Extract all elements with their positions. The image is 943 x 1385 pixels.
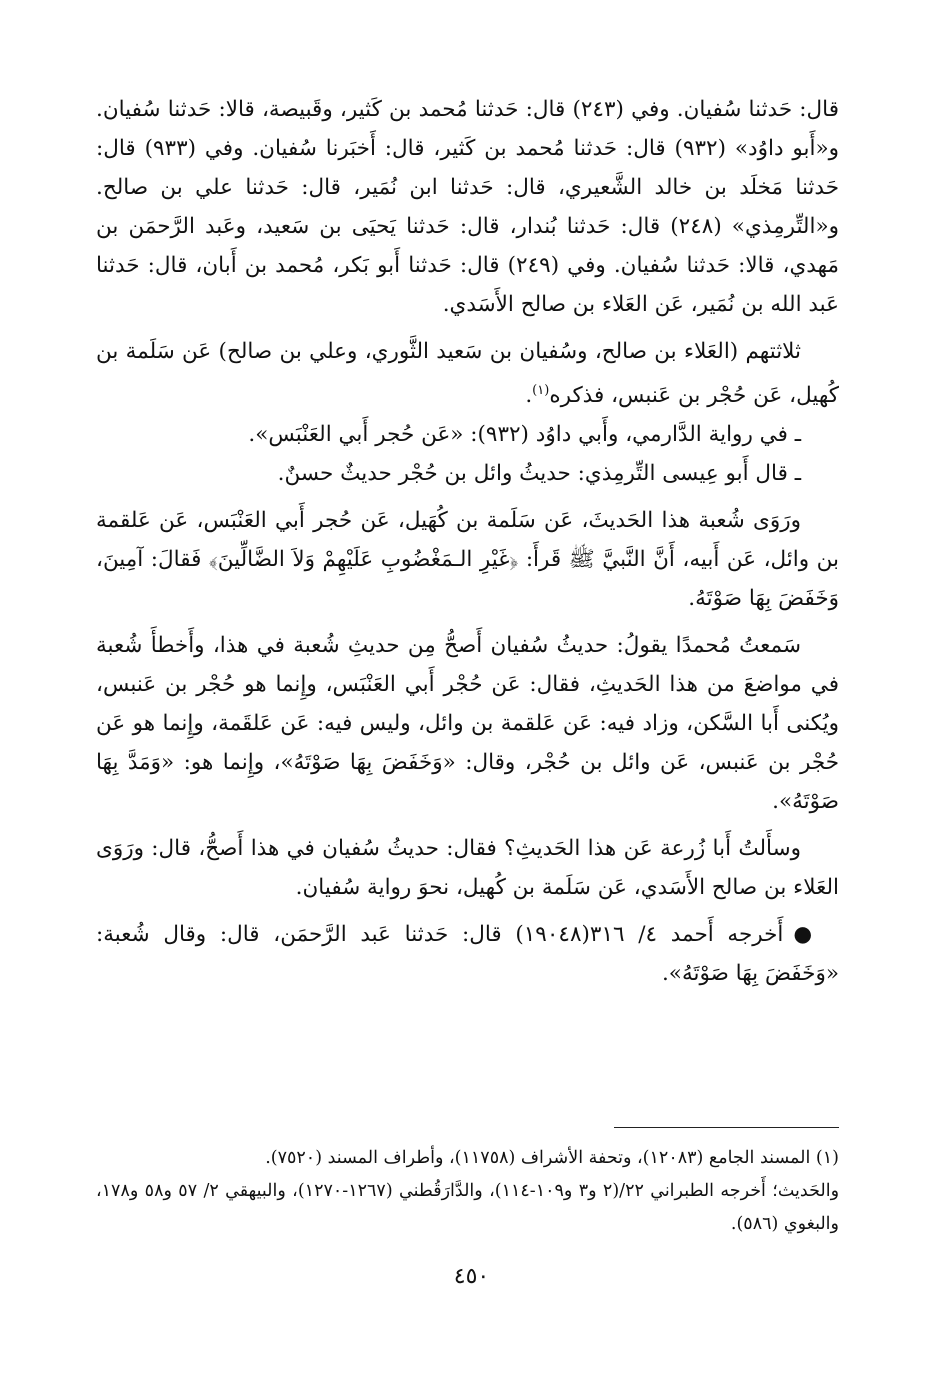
footnote-2: والحَديث؛ أَخرجه الطبراني ٢٢/(٢ و٣ و١٠٩-١١٤)، والدَّارَقُطني (١٢٦٧-١٢٧٠)، والبيهقي ٢/ ٥٧ و٥٨ و١٧٨، والبغوي (٥٨٦). [96, 1181, 840, 1234]
paragraph-isnad: قال: حَدثنا سُفيان. وفي (٢٤٣) قال: حَدثنا مُحمد بن كَثير، وقَبيصة، قالا: حَدثنا سُفيان. و«أَبو داوُد» (٩٣٢) قال: حَدثنا مُحمد بن كَثير، قال: أَخبَرنا سُفيان. وفي (٩٣٣) قال: حَدثنا مَخلَد بن خالد الشَّعيري، قال: حَدثنا ابن نُمَير، قال: حَدثنا علي بن صالح. و«التِّرمِذي» (٢٤٨) قال: حَدثنا بُندار، قال: حَدثنا يَحيَى بن سَعيد، وعَبد الرَّحمَن بن مَهدي، قالا: حَدثنا سُفيان. وفي (٢٤٩) قال: حَدثنا أَبو بَكر، مُحمد بن أَبان، قال: حَدثنا عَبد الله بن نُمَير، عَن العَلاء بن صالح الأَسَدي. [96, 97, 839, 317]
footnotes [96, 1142, 839, 1241]
footnote-1: (١) المسند الجامع (١٢٠٨٣)، وتحفة الأشراف (١١٧٥٨)، وأطراف المسند (٧٥٢٠). [265, 1148, 839, 1168]
paragraph-ahmad [96, 915, 839, 993]
paragraph-abu-zura: وسأَلتُ أَبا زُرعة عَن هذا الحَديثِ؟ فقال: حديثُ سُفيان في هذا أَصحُّ، قال: ورَوَى العَلاء بن صالح الأَسَدي، عَن سَلَمة بن كُهيل، نحوَ رواية سُفيان. [96, 836, 839, 901]
bullet-icon: ● [793, 922, 820, 948]
paragraph-summary [96, 332, 839, 415]
note-tirmidhi: ـ قال أَبو عِيسى التِّرمِذي: حديثُ وائل بن حُجْر حديثٌ حسنٌ. [277, 461, 801, 487]
main-text [96, 90, 839, 993]
note-darimi: ـ في رواية الدَّارمي، وأَبي داوُد (٩٣٢): «عَن حُجر أَبي العَنْبَس». [248, 422, 801, 448]
paragraph-muhammad: سَمعتُ مُحمدًا يقولُ: حديثُ سُفيان أَصحُّ مِن حديثِ شُعبة في هذا، وأَخطأَ شُعبة في مواضعَ من هذا الحَديثِ، فقال: عَن حُجْر أَبي العَنْبَس، وإِنما هو حُجْر بن عَنبس، ويُكنى أَبا السَّكن، وزاد فيه: عَن عَلقمة بن وائل، وليس فيه: عَن عَلقَمة، وإِنما هو عَن حُجْر بن عَنبس، عَن وائل بن حُجْر، وقال: «وَخَفَضَ بِهَا صَوْتَهُ»، وإِنما هو: «وَمَدَّ بِهَا صَوْتَهُ». [96, 633, 839, 815]
paragraph-summary-text: ثلاثتهم (العَلاء بن صالح، وسُفيان بن سَعيد الثَّوري، وعلي بن صالح) عَن سَلَمة بن كُهيل، عَن حُجْر بن عَنبس، فذكره [96, 339, 839, 409]
footnote-divider [614, 1127, 839, 1128]
paragraph-shuba: ورَوَى شُعبة هذا الحَديثَ، عَن سَلَمة بن كُهَيل، عَن حُجر أَبي العَنْبَس، عَن عَلقمة بن وائل، عَن أَبيه، أَنَّ النَّبيَّ ﷺ قَرأَ: ﴿غَيْرِ الـمَغْضُوبِ عَلَيْهِمْ وَلاَ الضَّالِّينَ﴾ فَقالَ: آمِينَ، وَخَفَضَ بِهَا صَوْتَهُ. [96, 508, 839, 612]
footnote-ref: (١) [532, 383, 550, 398]
page-number: ٤٥٠ [453, 1264, 490, 1289]
paragraph-summary-end: . [525, 383, 533, 409]
paragraph-ahmad-text: أَخرجه أَحمد ٤/ ٣١٦(١٩٠٤٨) قال: حَدثنا عَبد الرَّحمَن، قال: وقال شُعبة: «وَخَفَضَ بِهَا صَوْتَهُ». [96, 922, 839, 987]
